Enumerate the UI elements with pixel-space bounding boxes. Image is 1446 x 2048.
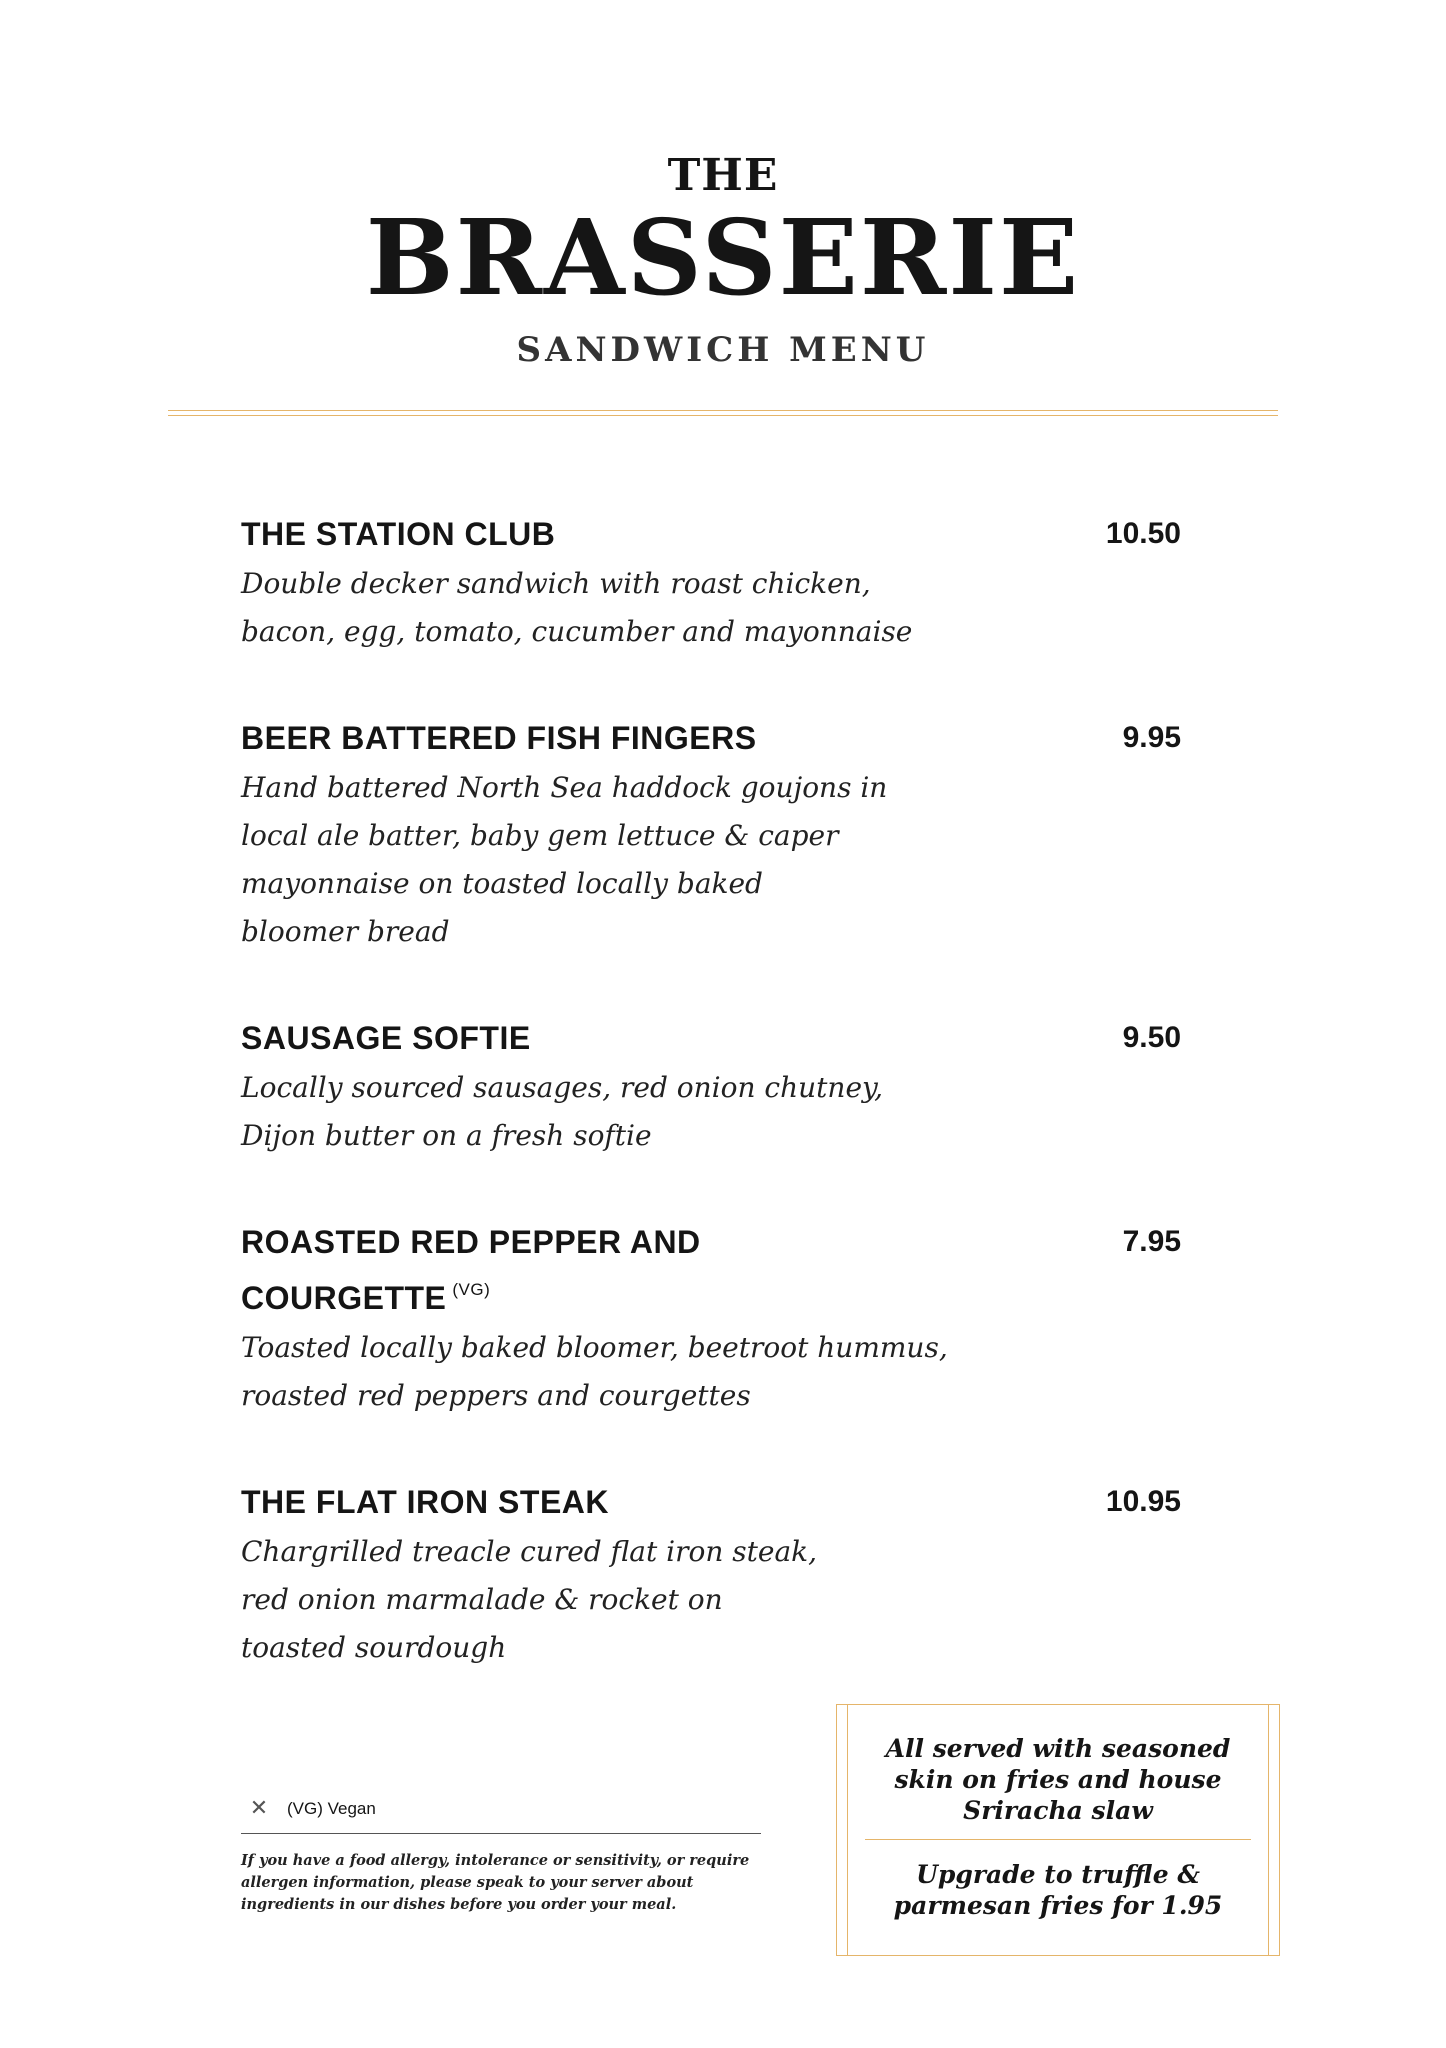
menu-item [241,1478,1181,1672]
menu-item [241,1014,1181,1160]
item-price: 9.50 [1122,1021,1181,1054]
dietary-legend [241,1796,761,1916]
menu-item [241,714,1181,956]
menu-subtitle: SANDWICH MENU [516,330,930,370]
item-description: Locally sourced sausages, red onion chutney, Dijon butter on a fresh softie [241,1071,884,1152]
item-price: 9.95 [1122,721,1181,754]
item-price: 10.95 [1105,1485,1181,1518]
item-price: 10.50 [1105,517,1181,550]
item-name: ROASTED RED PEPPER AND COURGETTE $^{(VG)}$ [241,1224,701,1316]
sides-box [836,1704,1280,1956]
served-with-text: All served with seasoned skin on fries and house Sriracha slaw [885,1734,1231,1825]
allergy-note: If you have a food allergy, intolerance or sensitivity, or require allergen information, please speak to your server about ingredients in our dishes before you order your meal. [241,1852,750,1913]
menu-list [241,510,1181,1730]
header-divider [168,410,1278,416]
item-description: Toasted locally baked bloomer, beetroot hummus, roasted red peppers and courgettes [241,1331,948,1412]
item-price: 7.95 [1122,1225,1181,1258]
title-the: THE [667,150,779,201]
item-description: Double decker sandwich with roast chicken, bacon, egg, tomato, cucumber and mayonnaise [241,567,913,648]
vegan-cross-icon: ✕ [249,1796,269,1821]
sides-divider [865,1839,1251,1840]
vegan-tag: (VG) [452,1280,491,1299]
menu-header [0,150,1446,372]
item-name: BEER BATTERED FISH FINGERS [241,720,757,756]
item-name: SAUSAGE SOFTIE [241,1020,531,1056]
item-name: THE STATION CLUB [241,516,556,552]
restaurant-title: BRASSERIE [365,196,1081,319]
item-description: Chargrilled treacle cured flat iron steak, red onion marmalade & rocket on toasted sourdough [241,1535,818,1664]
menu-item [241,1218,1181,1420]
item-description: Hand battered North Sea haddock goujons in local ale batter, baby gem lettuce & caper mayonnaise on toasted locally baked bloomer bread [241,771,888,948]
menu-item [241,510,1181,656]
legend-label: (VG) Vegan [287,1798,376,1818]
item-name: THE FLAT IRON STEAK [241,1484,609,1520]
upgrade-text: Upgrade to truffle & parmesan fries for 1.95 [893,1860,1223,1920]
